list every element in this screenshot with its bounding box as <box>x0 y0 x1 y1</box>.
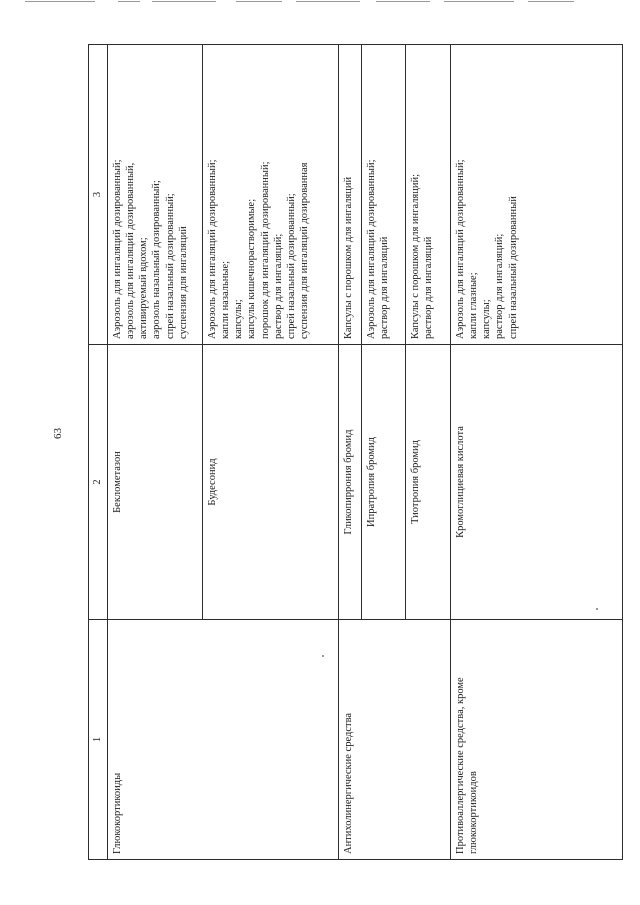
header-row <box>89 45 108 860</box>
form-item: суспензия для ингаляций дозированная <box>298 162 310 339</box>
form-item: активируемый вдохом; <box>138 237 150 339</box>
drug-cell: Тиотропия бромид <box>406 345 451 620</box>
form-item: капли назальные; <box>220 260 232 339</box>
header-cell-2: 2 <box>89 345 108 620</box>
form-item: капсулы кишечнорастворимые; <box>246 198 258 339</box>
table-row <box>108 45 203 860</box>
drug-cell: Будесонид <box>203 345 339 620</box>
form-item: Аэрозоль для ингаляций дозированный; <box>207 159 218 339</box>
form-item: спрей назальный дозированный; <box>164 193 176 339</box>
drug-table-rotated <box>88 45 623 860</box>
forms-cell <box>108 45 203 345</box>
form-item: суспензия для ингаляций <box>177 226 189 339</box>
drug-cell: Беклометазон <box>108 345 203 620</box>
form-item: капли глазные; <box>468 272 480 339</box>
group-cell: Глюкокортикоиды <box>108 620 339 860</box>
form-item: спрей назальный дозированный; <box>285 193 297 339</box>
table-row <box>339 45 362 860</box>
form-item: Аэрозоль для ингаляций дозированный; <box>112 159 123 339</box>
drug-cell: Кромоглициевая кислота <box>451 345 623 620</box>
form-item: капсулы; <box>481 299 493 339</box>
form-item: раствор для ингаляций <box>379 236 391 339</box>
page-number: 63 <box>52 428 64 439</box>
scan-edge-artifact <box>0 0 640 5</box>
drug-cell: Ипратропия бромид <box>362 345 406 620</box>
header-cell-3: 3 <box>89 45 108 345</box>
group-cell: Противоаллергические средства, кроме глюкокортикоидов <box>451 620 623 860</box>
forms-cell <box>203 45 339 345</box>
form-item: Капсулы с порошком для ингаляций; <box>410 173 421 339</box>
forms-cell <box>451 45 623 345</box>
form-item: спрей назальный дозированный <box>507 196 519 339</box>
forms-cell <box>362 45 406 345</box>
header-cell-1: 1 <box>89 620 108 860</box>
forms-cell <box>406 45 451 345</box>
form-item: аэрозоль назальный дозированный; <box>151 180 163 339</box>
form-item: порошок для ингаляций дозированный; <box>259 161 271 339</box>
form-item: аэрозоль для ингаляций дозированный, <box>125 162 137 339</box>
forms-cell <box>339 45 362 345</box>
drug-cell: Гликопиррония бромид <box>339 345 362 620</box>
scan-speck <box>596 608 598 610</box>
form-item: Капсулы с порошком для ингаляций <box>343 176 354 339</box>
scan-speck <box>322 655 324 657</box>
form-item: Аэрозоль для ингаляций дозированный; <box>366 159 377 339</box>
form-item: раствор для ингаляций; <box>494 233 506 339</box>
form-item: раствор для ингаляций <box>423 236 435 339</box>
group-cell: Антихолинергические средства <box>339 620 451 860</box>
form-item: Аэрозоль для ингаляций дозированный; <box>455 159 466 339</box>
drug-table <box>88 44 623 860</box>
form-item: раствор для ингаляций; <box>272 233 284 339</box>
form-item: капсулы; <box>233 299 245 339</box>
table-row <box>451 45 623 860</box>
